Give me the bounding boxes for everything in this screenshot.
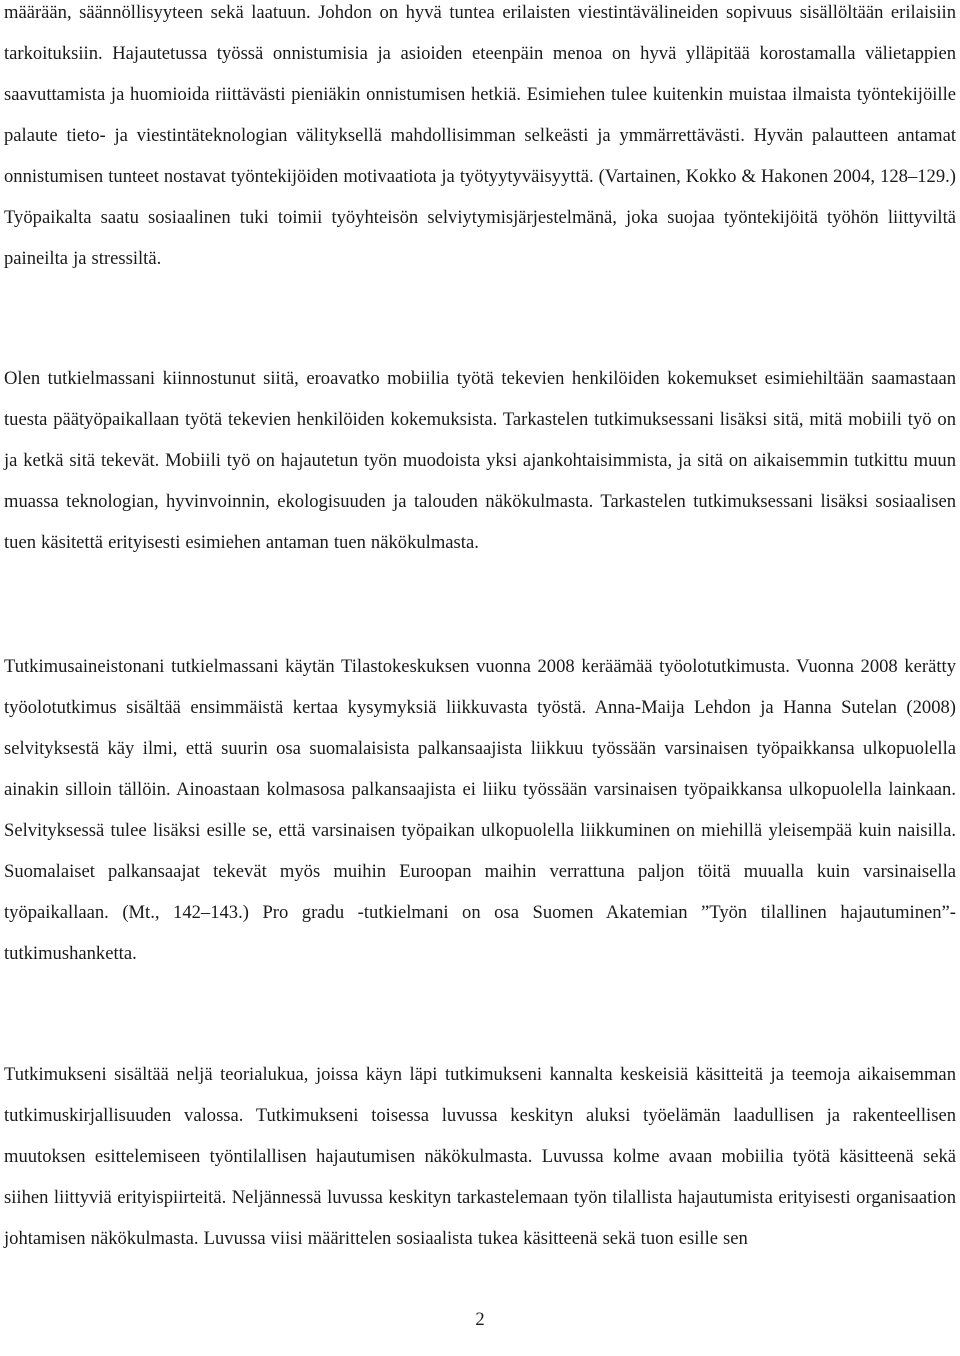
page-number: 2: [475, 1309, 485, 1330]
paragraph-3: Tutkimusaineistonani tutkielmassani käytän Tilastokeskuksen vuonna 2008 keräämää työolotutkimusta. Vuonna 2008 kerätty työolotutkimus sisältää ensimmäistä kertaa kysymyksiä liikkuvasta työstä. Anna-Maija Lehdon ja Hanna Sutelan (2008) selvityksestä käy ilmi, että suurin osa suomalaisista palkansaajista liikkuu työssään varsinaisen työpaikkansa ulkopuolella ainakin silloin tällöin. Ainoastaan kolmasosa palkansaajista ei liiku työssään varsinaisen työpaikkansa ulkopuolella lainkaan. Selvityksessä tulee lisäksi esille se, että varsinaisen työpaikan ulkopuolella liikkuminen on miehillä yleisempää kuin naisilla. Suomalaiset palkansaajat tekevät myös muihin Euroopan maihin verrattuna paljon töitä muualla kuin varsinaisella työpaikallaan. (Mt., 142–143.) Pro gradu -tutkielmani on osa Suomen Akatemian ”Työn tilallinen hajautuminen”-tutkimushanketta.: [4, 656, 956, 964]
paragraph-4: Tutkimukseni sisältää neljä teorialukua, joissa käyn läpi tutkimukseni kannalta keskeisiä käsitteitä ja teemoja aikaisemman tutkimuskirjallisuuden valossa. Tutkimukseni toisessa luvussa keskityn aluksi työelämän laadullisen ja rakenteellisen muutoksen esittelemiseen työntilallisen hajautumisen näkökulmasta. Luvussa kolme avaan mobiilia työtä käsitteenä sekä siihen liittyviä erityispiirteitä. Neljännessä luvussa keskityn tarkastelemaan työn tilallista hajautumista erityisesti organisaation johtamisen näkökulmasta. Luvussa viisi määrittelen sosiaalista tukea käsitteenä sekä tuon esille sen: [4, 1064, 956, 1249]
paragraph-2: Olen tutkielmassani kiinnostunut siitä, eroavatko mobiilia työtä tekevien henkilöiden kokemukset esimiehiltään saamastaan tuesta päätyöpaikallaan työtä tekevien henkilöiden kokemuksista. Tarkastelen tutkimuksessani lisäksi sitä, mitä mobiili työ on ja ketkä sitä tekevät. Mobiili työ on hajautetun työn muodoista yksi ajankohtaisimmista, ja sitä on aikaisemmin tutkittu muun muassa teknologian, hyvinvoinnin, ekologisuuden ja talouden näkökulmasta. Tarkastelen tutkimuksessani lisäksi sosiaalisen tuen käsitettä erityisesti esimiehen antaman tuen näkökulmasta.: [4, 368, 956, 553]
paragraph-1: määrään, säännöllisyyteen sekä laatuun. Johdon on hyvä tuntea erilaisten viestintävälineiden sopivuus sisällöltään erilaisiin tarkoituksiin. Hajautetussa työssä onnistumisia ja asioiden eteenpäin menoa on hyvä ylläpitää korostamalla välietappien saavuttamista ja huomioida riittävästi pieniäkin onnistumisen hetkiä. Esimiehen tulee kuitenkin muistaa ilmaista työntekijöille palaute tieto- ja viestintäteknologian välityksellä mahdollisimman selkeästi ja ymmärrettävästi. Hyvän palautteen antamat onnistumisen tunteet nostavat työntekijöiden motivaatiota ja työtyytyväisyyttä. (Vartainen, Kokko & Hakonen 2004, 128–129.) Työpaikalta saatu sosiaalinen tuki toimii työyhteisön selviytymisjärjestelmänä, joka suojaa työntekijöitä työhön liittyviltä paineilta ja stressiltä.: [4, 2, 956, 269]
